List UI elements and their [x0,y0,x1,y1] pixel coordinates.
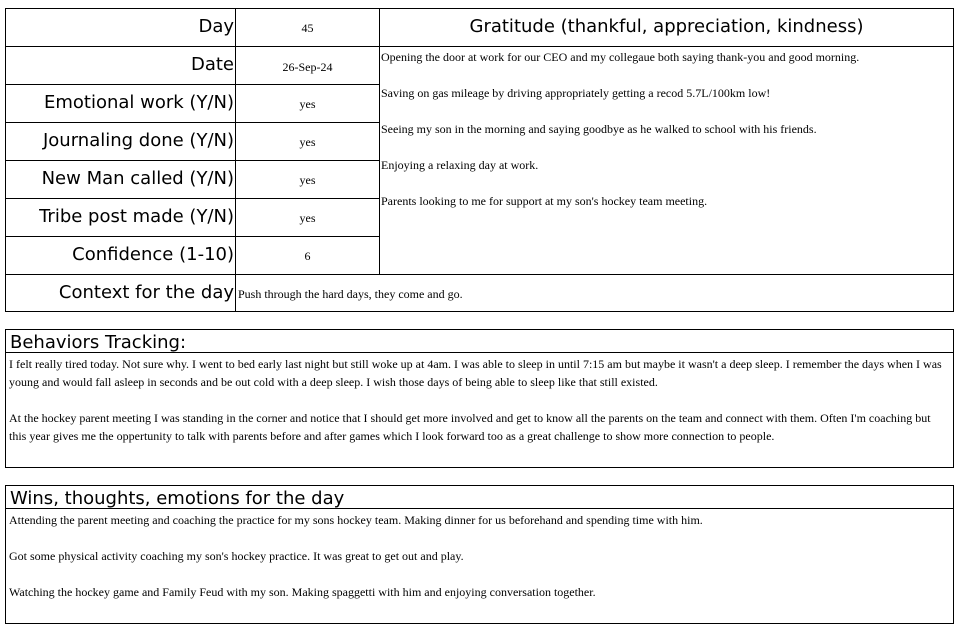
emotional-work-value: yes [299,97,316,111]
wins-item: Attending the parent meeting and coaching the practice for my sons hockey team. Making dinner for us beforehand and spending time with him. [9,513,703,527]
wins-section [5,485,954,624]
gratitude-list [380,47,953,274]
gratitude-item: Enjoying a relaxing day at work. [381,158,539,172]
date-value: 26-Sep-24 [282,60,333,74]
behaviors-title: Behaviors Tracking: [10,332,187,353]
date-label: Date [190,54,234,75]
behaviors-paragraph: I felt really tired today. Not sure why. I went to bed early last night but still woke up at 4am. I was able to sleep in until 7:15 am but maybe it wasn't a deep sleep. I remember the days when I was young and would fall asleep in seconds and be out cold with a deep sleep. I wish those days of being able to sleep like that still existed. [9,357,942,389]
behaviors-paragraph: At the hockey parent meeting I was standing in the corner and notice that I should get more involved and get to know all the parents on the team and connect with them. Often I'm coaching but this year gives me the oppertunity to talk with parents before and after games which I look forward too as a great challenge to show more connection to people. [9,411,931,443]
journaling-value: yes [299,135,316,149]
gratitude-item: Opening the door at work for our CEO and my collegaue both saying thank-you and good morning. [381,50,860,64]
gratitude-item: Parents looking to me for support at my son's hockey team meeting. [381,194,708,208]
tribe-post-value: yes [299,211,316,225]
day-label: Day [198,16,234,37]
gratitude-item: Saving on gas mileage by driving appropriately getting a recod 5.7L/100km low! [381,86,771,100]
journaling-label: Journaling done (Y/N) [42,130,234,151]
confidence-value: 6 [304,249,311,263]
context-label: Context for the day [58,282,234,303]
gratitude-item: Seeing my son in the morning and saying goodbye as he walked to school with his friends. [381,122,817,136]
confidence-label: Confidence (1-10) [72,244,234,265]
gratitude-title: Gratitude (thankful, appreciation, kindness) [469,16,864,37]
emotional-work-label: Emotional work (Y/N) [43,92,234,113]
new-man-called-value: yes [299,173,316,187]
new-man-called-label: New Man called (Y/N) [41,168,234,189]
wins-title: Wins, thoughts, emotions for the day [10,488,345,509]
behaviors-section [5,329,954,468]
wins-item: Watching the hockey game and Family Feud with my son. Making spaggetti with him and enjoying conversation together. [9,585,596,599]
tribe-post-label: Tribe post made (Y/N) [39,206,234,227]
context-value: Push through the hard days, they come and go. [238,287,463,301]
wins-item: Got some physical activity coaching my son's hockey practice. It was great to get out and play. [9,549,464,563]
summary-table [5,8,954,312]
day-value: 45 [301,21,314,35]
